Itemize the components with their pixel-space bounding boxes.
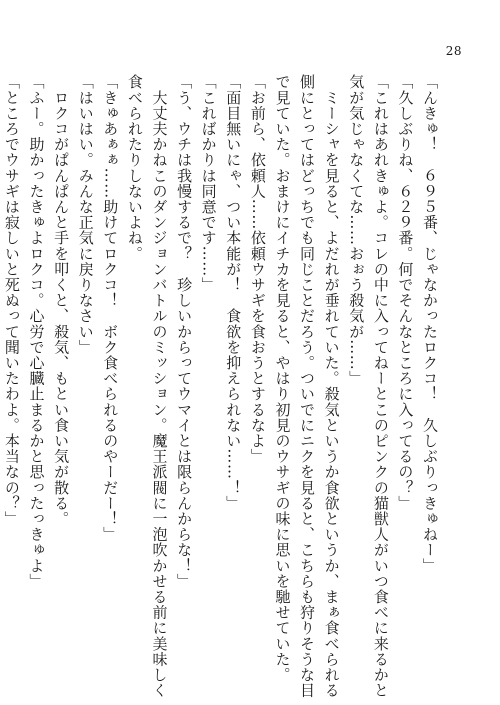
text-line: 「う、ウチは我慢するで？ 珍しいからってウマイとは限らんからな！」: [175, 74, 194, 589]
page-number: 28: [445, 44, 462, 58]
text-line: 大丈夫かねこのダンジョンバトルのミッション。魔王派閥に一泡吹かせる前に美味しく: [150, 74, 169, 698]
text-line: 「きゅあぁぁ……助けてロクコ！ ボク食べられるのやーだー！」: [101, 74, 120, 542]
vertical-text-body: [2, 74, 442, 698]
text-line: 気が気じゃなくてな……おぉう殺気が……」: [347, 74, 366, 386]
text-line: で見ていた。おまけにイチカを見ると、やはり初見のウサギの味に思いを馳せていた。: [273, 74, 292, 683]
text-line: 「はいはい。みんな正気に戻りなさい」: [76, 74, 95, 355]
text-line: 「面目無いにゃ、つい本能が！ 食欲を抑えられない……！」: [224, 74, 243, 511]
text-line: 「ふー。助かったきゅよロクコ。心労で心臓止まるかと思ったっきゅよ」: [27, 74, 46, 589]
text-line: 食べられたりしないよね。: [125, 74, 144, 262]
text-line: 「こればかりは同意です……」: [199, 74, 218, 293]
text-line: 「お前ら、依頼人……依頼ウサギを食おうとするなよ」: [248, 74, 267, 464]
text-line: 「ところでウサギは寂しいと死ぬって聞いたわよ。本当なの？」: [2, 74, 21, 527]
text-line: ロクコがぱんぱんと手を叩くと、殺気、もとい食い気が散る。: [52, 74, 71, 527]
text-line: 「んきゅ！ ６９５番、じゃなかったロクコ！ 久しぶりっきゅねー」: [421, 74, 439, 574]
text-line: ミーシャを見ると、よだれが垂れていた。殺気というか食欲というか、まぁ食べられる: [322, 74, 341, 698]
text-line: 「久しぶりね、６２９番。何でそんなところに入ってるの？」: [396, 74, 415, 511]
text-line: 「これはあれきゅよ。コレの中に入ってねーとこのピンクの猫獣人がいつ食べに来るかと: [371, 74, 390, 698]
text-line: 側にとってはどっちでも同じことだろう。ついでにニクを見ると、こちらも狩りそうな目: [298, 74, 317, 698]
